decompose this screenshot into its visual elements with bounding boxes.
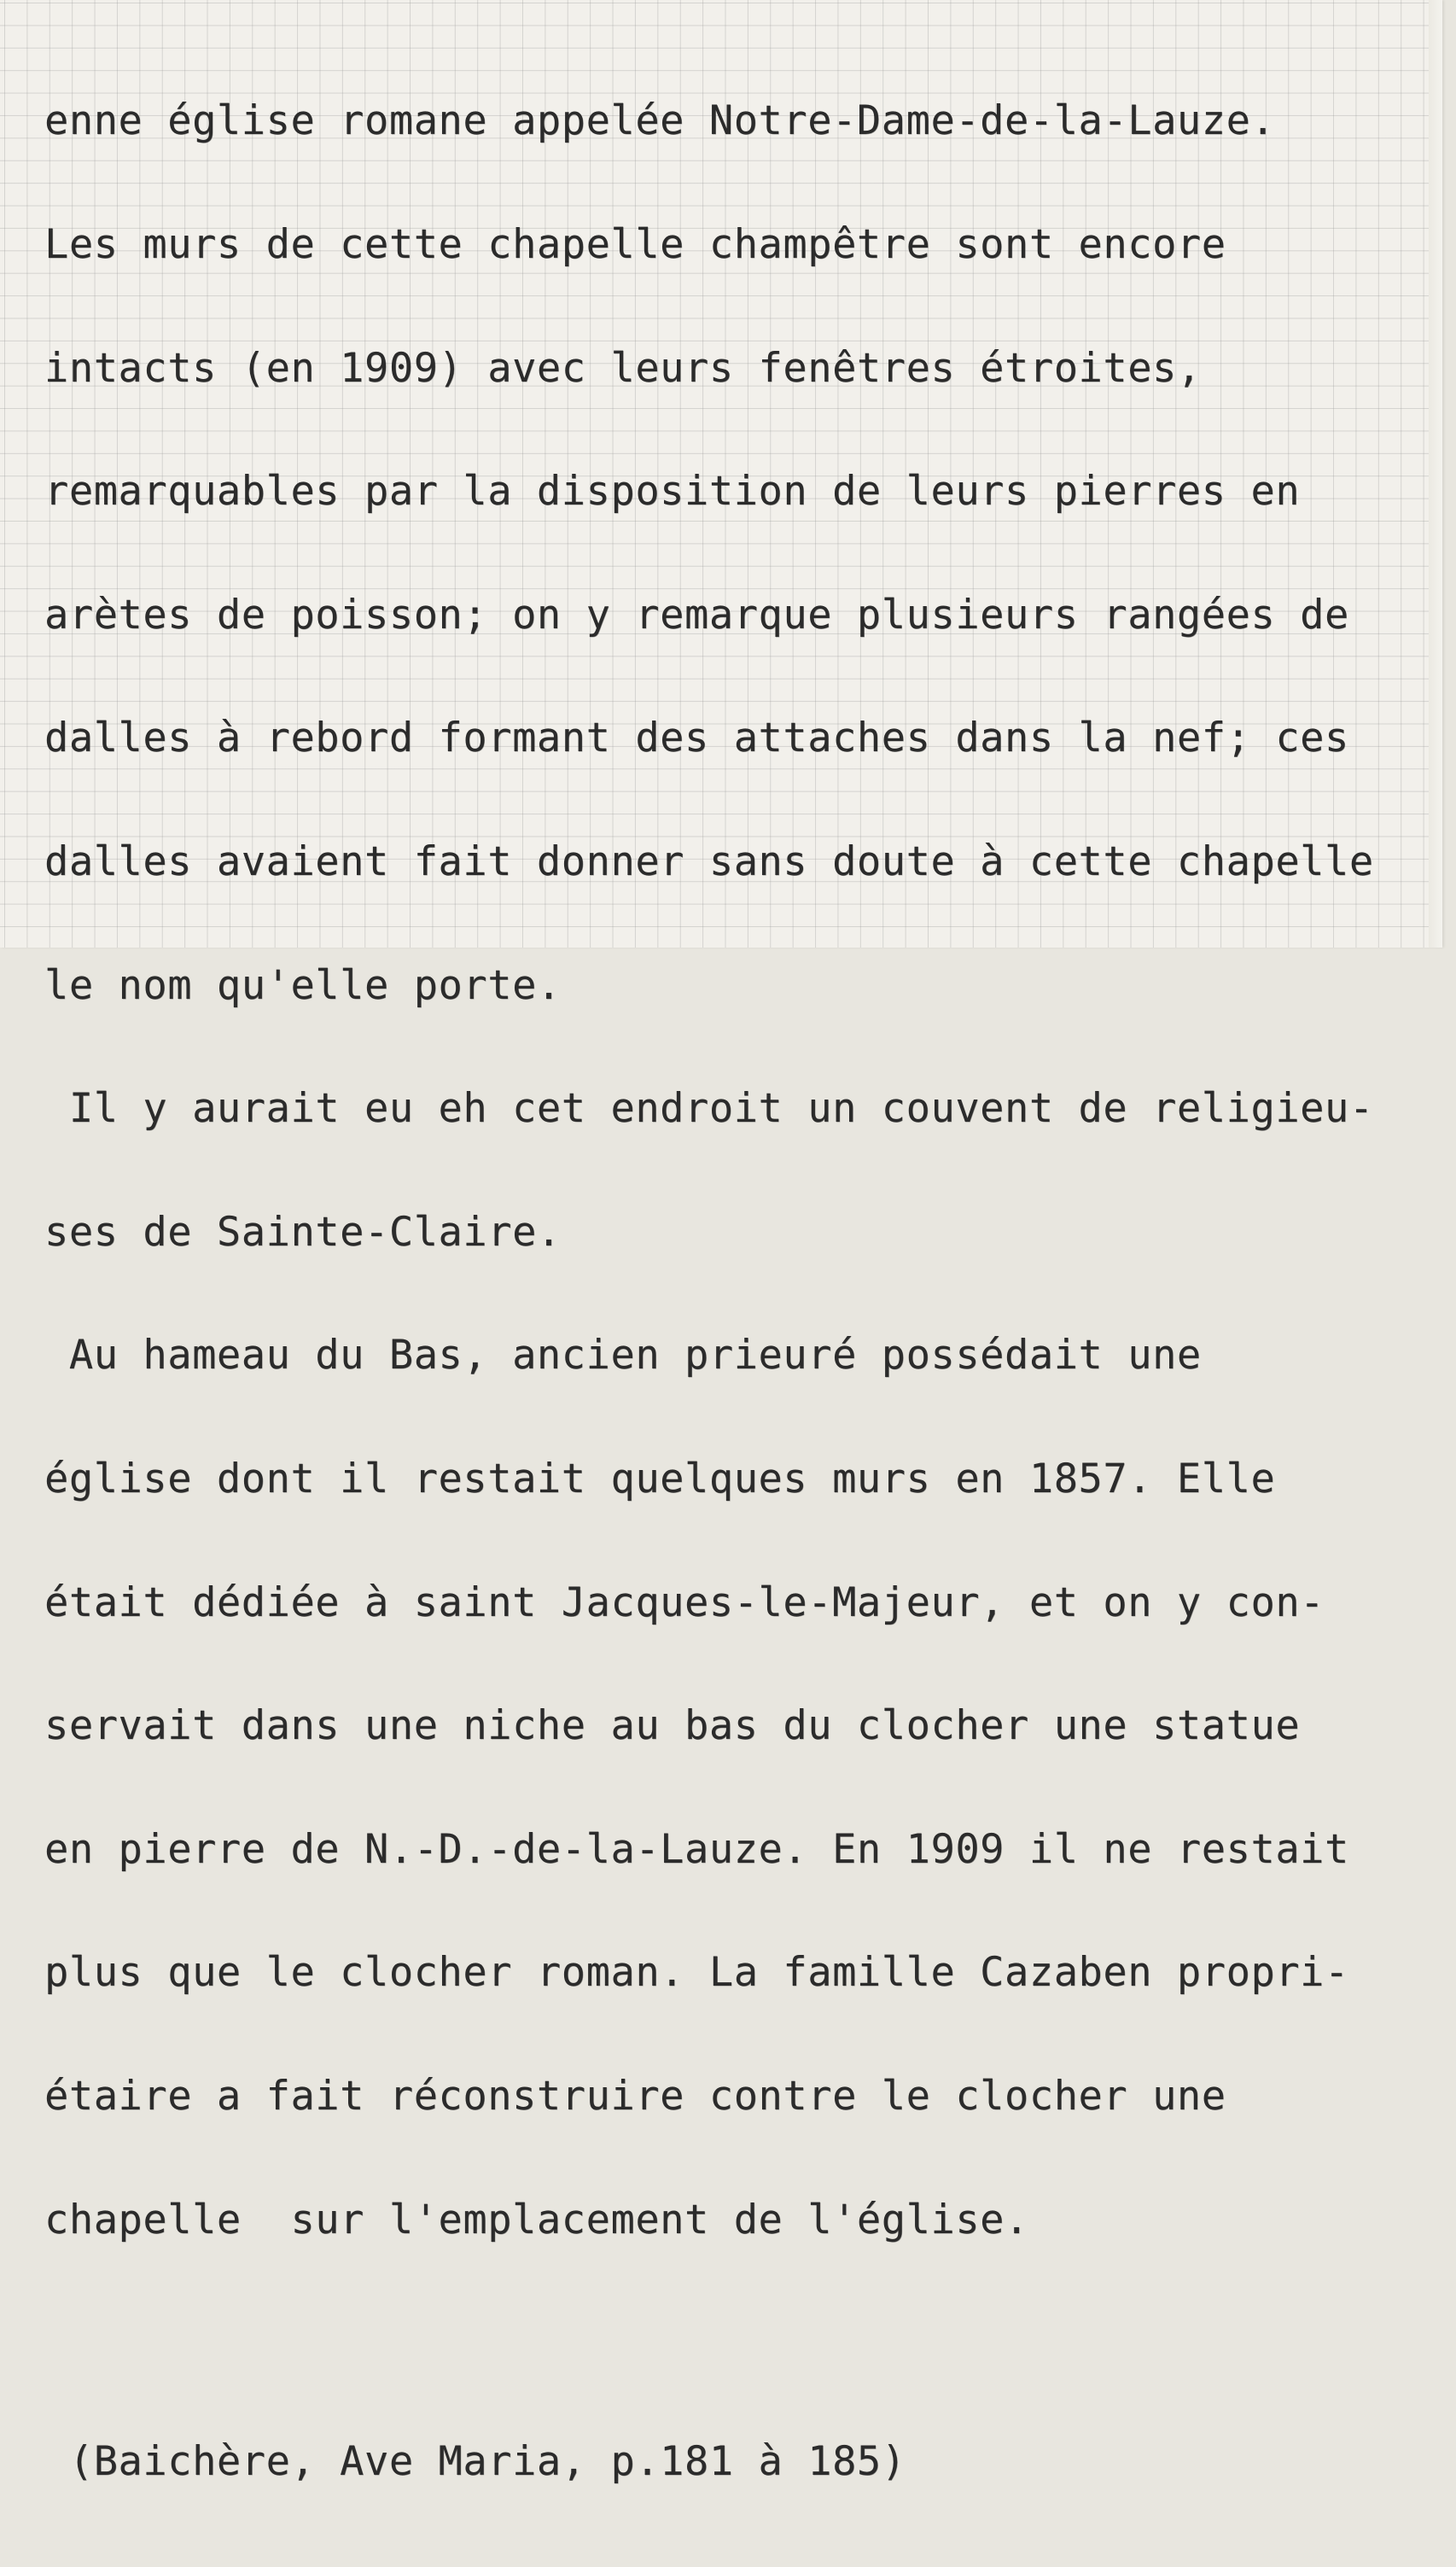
text-line-18: chapelle sur l'emplacement de l'église. xyxy=(44,2196,1029,2243)
text-line-15: en pierre de N.-D.-de-la-Lauze. En 1909 il ne restait xyxy=(44,1825,1349,1873)
text-line-13: était dédiée à saint Jacques-le-Majeur, et on y con- xyxy=(44,1578,1325,1626)
paragraph-gap xyxy=(44,2323,1436,2354)
text-line-6: dalles à rebord formant des attaches dans la nef; ces xyxy=(44,715,1349,762)
citation-line: (Baichère, Ave Maria, p.181 à 185) xyxy=(44,2437,906,2485)
text-line-7: dalles avaient fait donner sans doute à cette chapelle xyxy=(44,837,1374,885)
text-line-14: servait dans une niche au bas du clocher une statue xyxy=(44,1702,1301,1750)
text-line-17: étaire a fait réconstruire contre le clocher une xyxy=(44,2072,1226,2120)
text-line-8: le nom qu'elle porte. xyxy=(44,961,562,1009)
typewritten-text xyxy=(44,19,1436,2564)
text-line-16: plus que le clocher roman. La famille Cazaben propri- xyxy=(44,1949,1349,1997)
text-line-11: Au hameau du Bas, ancien prieuré possédait une xyxy=(44,1332,1202,1380)
text-line-5: arètes de poisson; on y remarque plusieurs rangées de xyxy=(44,591,1349,639)
text-line-2: Les murs de cette chapelle champêtre sont encore xyxy=(44,221,1226,268)
text-line-4: remarquables par la disposition de leurs pierres en xyxy=(44,468,1301,516)
text-line-3: intacts (en 1909) avec leurs fenêtres étroites, xyxy=(44,344,1202,392)
text-line-10: ses de Sainte-Claire. xyxy=(44,1208,562,1256)
text-line-9: Il y aurait eu eh cet endroit un couvent de religieu- xyxy=(44,1085,1374,1133)
text-line-12: église dont il restait quelques murs en 1857. Elle xyxy=(44,1455,1276,1502)
text-line-1: enne église romane appelée Notre-Dame-de-la-Lauze. xyxy=(44,97,1276,145)
